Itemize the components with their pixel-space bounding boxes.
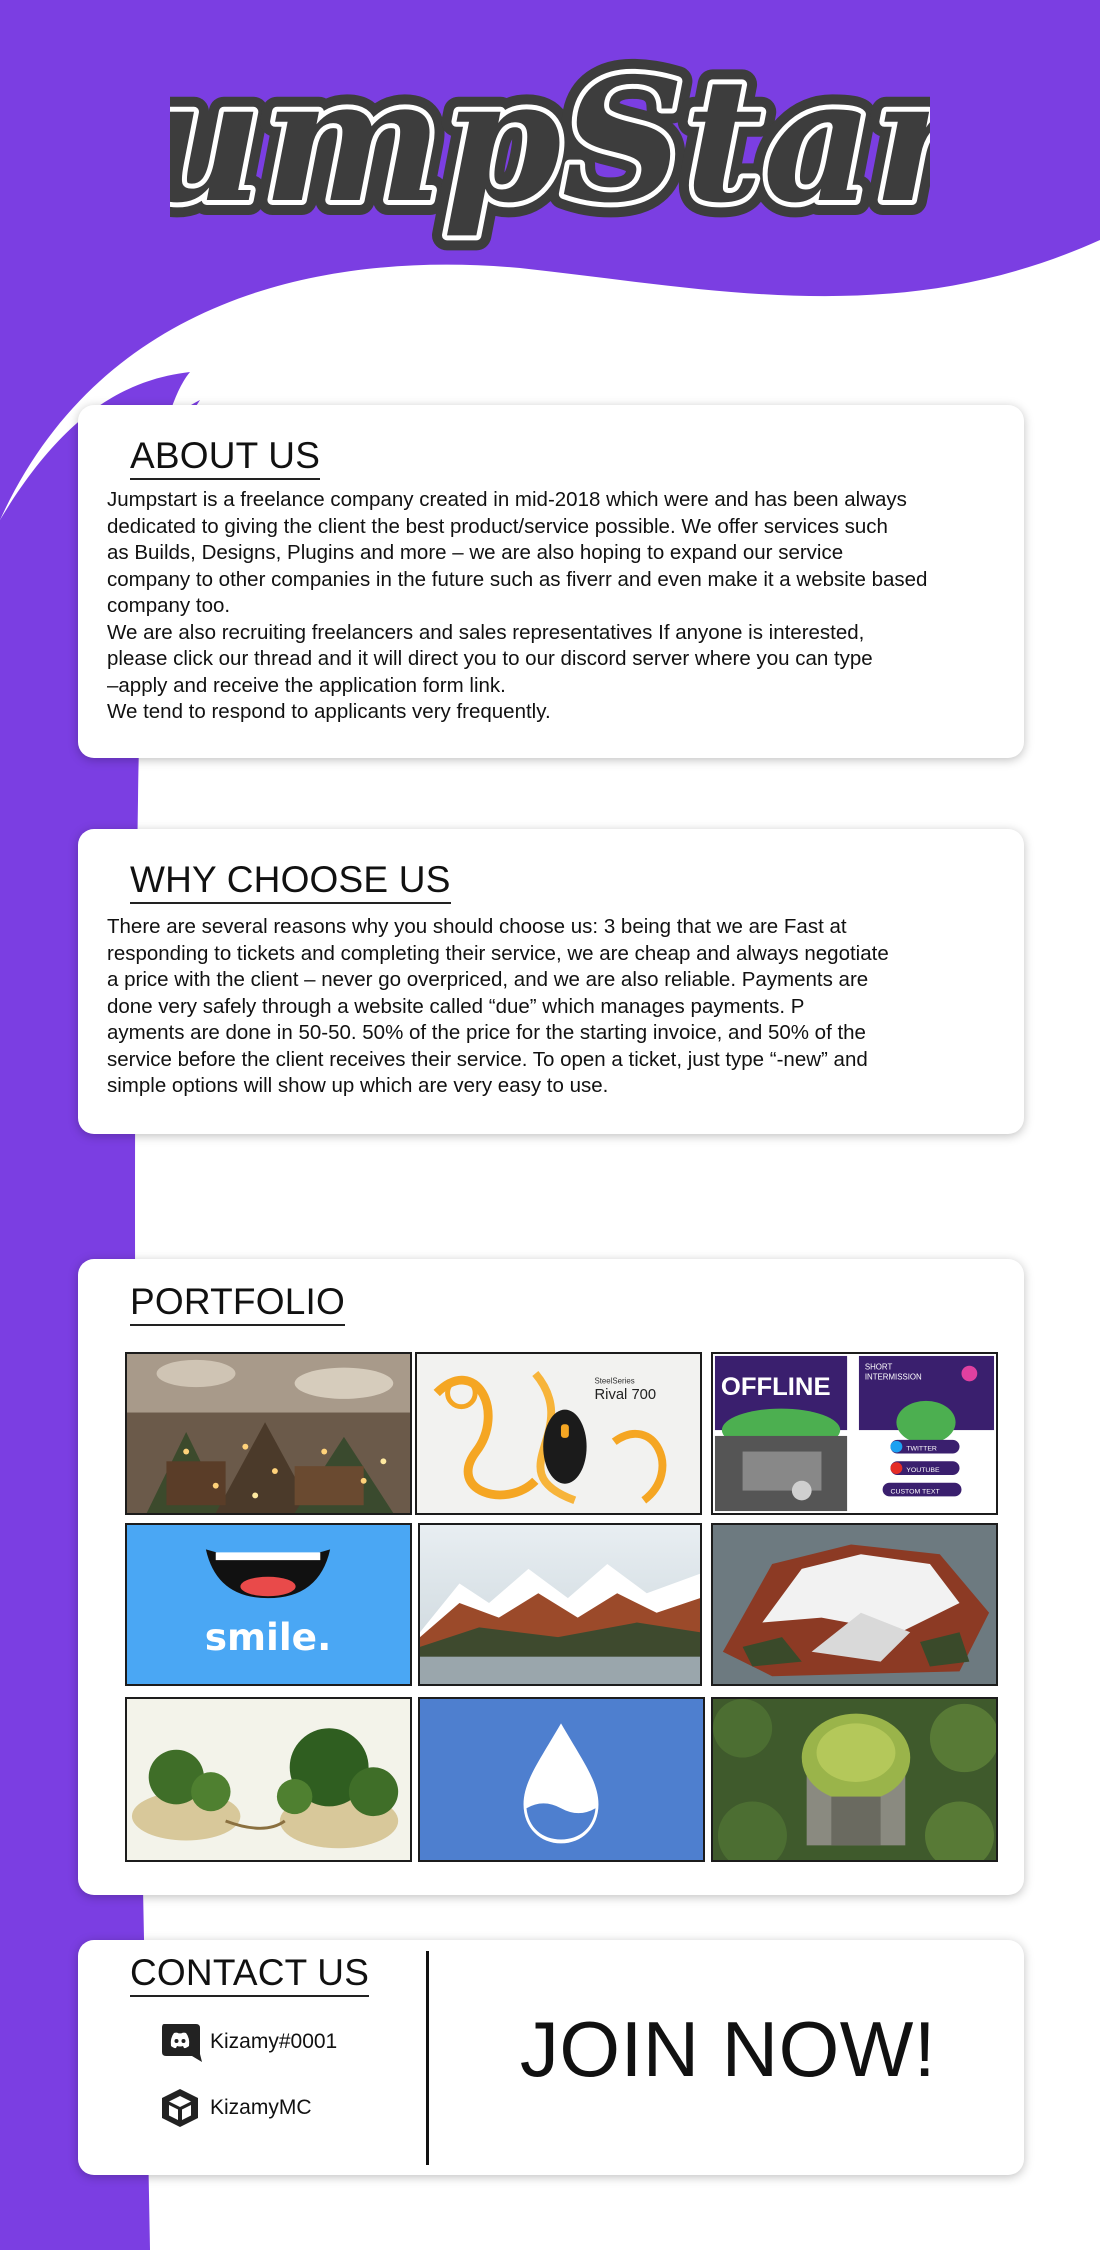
portfolio-tile-stream-pack[interactable]: [711, 1352, 998, 1515]
about-text: [107, 487, 996, 726]
tower-image: [713, 1699, 996, 1860]
join-now-button[interactable]: JOIN NOW!: [519, 2005, 937, 2093]
about-line: –apply and receive the application form link.: [107, 673, 506, 697]
portfolio-tile-tower[interactable]: [711, 1697, 998, 1862]
about-title: ABOUT US: [130, 435, 321, 476]
contact-divider: [426, 1951, 429, 2165]
stream-pack-image: [713, 1354, 996, 1513]
mouse-ad-image: [417, 1354, 700, 1513]
contact-title: CONTACT US: [130, 1952, 370, 1993]
about-line: as Builds, Designs, Plugins and more – we are also hoping to expand our service: [107, 541, 844, 564]
drop-logo-image: [420, 1699, 703, 1860]
why-title: WHY CHOOSE US: [130, 859, 451, 900]
islands-image: [127, 1699, 410, 1860]
portfolio-tile-terrain[interactable]: [711, 1523, 998, 1686]
village-image: [127, 1354, 410, 1513]
smile-logo-image: [127, 1525, 410, 1684]
why-line: simple options will show up which are very easy to use.: [107, 1074, 609, 1097]
mouse-brand-text: SteelSeries: [594, 1376, 635, 1386]
about-line: company too.: [107, 594, 231, 617]
about-line: We tend to respond to applicants very frequently.: [107, 700, 551, 723]
about-line: We are also recruiting freelancers and sales representatives If anyone is interested,: [107, 620, 865, 644]
portfolio-grid: [125, 1352, 998, 1862]
stream-custom-text: CUSTOM TEXT: [890, 1488, 940, 1496]
why-line: responding to tickets and completing their service, we are cheap and always negotiate: [107, 941, 889, 965]
portfolio-tile-mouse[interactable]: [415, 1352, 702, 1515]
logo-core: mpSta: [262, 41, 874, 241]
discord-icon: [158, 2020, 202, 2064]
about-card: [78, 405, 1024, 758]
stream-short-text: SHORT: [864, 1362, 893, 1372]
terrain-image: [713, 1525, 996, 1684]
why-line: There are several reasons why you should choose us: 3 being that we are Fast at: [107, 915, 847, 938]
logo-fill: mpSta: [262, 41, 874, 241]
smile-text: smile.: [204, 1615, 332, 1659]
discord-handle: Kizamy#0001: [210, 2030, 338, 2053]
stream-youtube-text: YOUTUBE: [906, 1467, 940, 1475]
about-line: please click our thread and it will direct you to our discord server where you can type: [107, 647, 873, 670]
stream-twitter-text: TWITTER: [906, 1445, 937, 1453]
about-line: company to other companies in the future such as fiverr and even make it a website based: [107, 567, 928, 591]
discord-contact[interactable]: [158, 2020, 337, 2064]
portfolio-title: PORTFOLIO: [130, 1281, 345, 1322]
about-line: Jumpstart is a freelance company created in mid-2018 which were and has been always: [107, 488, 907, 511]
logo-outline: mpSta: [262, 41, 874, 241]
builtbybit-contact[interactable]: [158, 2086, 312, 2130]
portfolio-tile-smile[interactable]: [125, 1523, 412, 1686]
why-line: service before the client receives their service. To open a ticket, just type “-new” and: [107, 1047, 868, 1071]
portfolio-tile-drop[interactable]: [418, 1697, 705, 1862]
portfolio-tile-islands[interactable]: [125, 1697, 412, 1862]
stream-offline-text: OFFLINE: [720, 1373, 831, 1401]
why-line: a price with the client – never go overpriced, and we are also reliable. Payments are: [107, 968, 869, 991]
why-text: [107, 914, 996, 1100]
stream-intermission-text: INTERMISSION: [864, 1372, 922, 1382]
portfolio-tile-village[interactable]: [125, 1352, 412, 1515]
portfolio-tile-mountains[interactable]: [418, 1523, 702, 1686]
why-line: ayments are done in 50-50. 50% of the price for the starting invoice, and 50% of the: [107, 1021, 866, 1044]
portfolio-card: [78, 1259, 1024, 1895]
contact-card: [78, 1940, 1024, 2175]
mouse-model-text: Rival 700: [594, 1386, 657, 1403]
why-card: [78, 829, 1024, 1134]
mountains-image: [420, 1525, 700, 1684]
jumpstart-logo[interactable]: [170, 20, 930, 290]
about-line: dedicated to giving the client the best product/service possible. We offer services such: [107, 514, 888, 538]
cube-icon: [158, 2086, 202, 2130]
why-line: done very safely through a website called “due” which manages payments. P: [107, 994, 805, 1018]
builtbybit-handle: KizamyMC: [210, 2096, 312, 2119]
